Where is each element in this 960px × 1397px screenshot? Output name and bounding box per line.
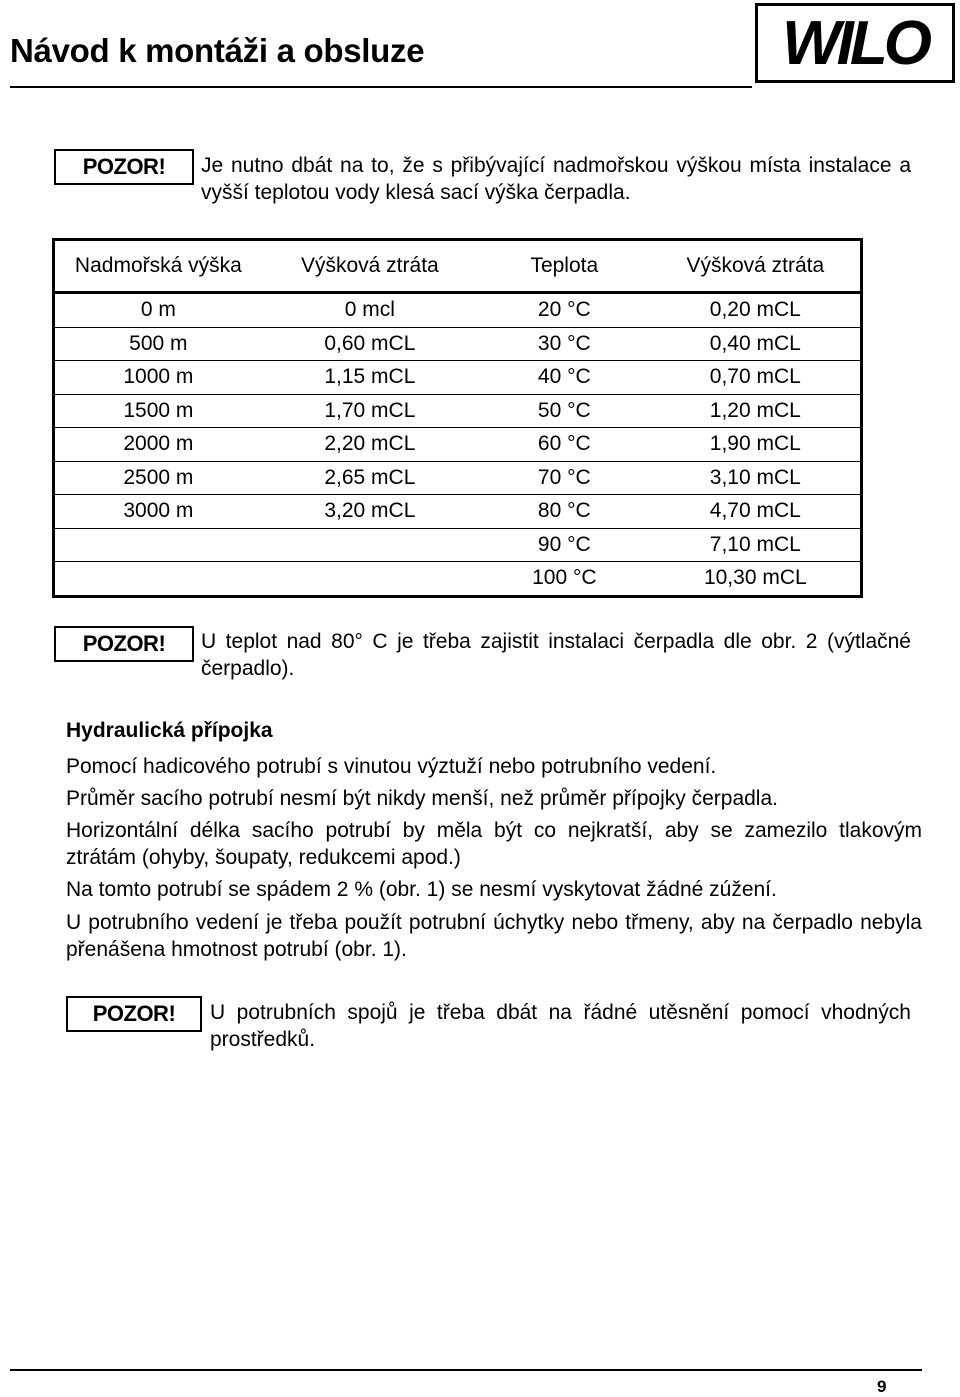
table-cell: 50 °C	[478, 394, 651, 428]
column-header: Výšková ztráta	[651, 240, 862, 293]
warning-label: POZOR!	[66, 996, 202, 1032]
table-row	[54, 293, 862, 328]
warning-label: POZOR!	[54, 149, 194, 185]
section-heading: Hydraulická přípojka	[66, 719, 273, 742]
table-cell: 2,20 mCL	[262, 428, 478, 462]
table-cell: 1500 m	[54, 394, 262, 428]
column-header: Nadmořská výška	[54, 240, 262, 293]
wilo-logo	[755, 3, 955, 83]
table-row	[54, 528, 862, 562]
table-cell: 70 °C	[478, 461, 651, 495]
table-cell: 2000 m	[54, 428, 262, 462]
table-cell: 80 °C	[478, 495, 651, 529]
table-cell	[262, 528, 478, 562]
table-cell	[262, 562, 478, 597]
paragraph: U potrubního vedení je třeba použít potrubní úchytky nebo třmeny, aby na čerpadlo nebyla přenášena hmotnost potrubí (obr. 1).	[66, 911, 922, 961]
table-cell: 1000 m	[54, 361, 262, 395]
table-cell: 1,70 mCL	[262, 394, 478, 428]
header-divider	[10, 86, 752, 88]
warning-text: U teplot nad 80° C je třeba zajistit instalaci čerpadla dle obr. 2 (výtlačné čerpadlo).	[201, 630, 911, 680]
logo-wordmark	[758, 6, 952, 80]
table-cell: 3,20 mCL	[262, 495, 478, 529]
table-cell: 10,30 mCL	[703, 566, 807, 590]
logo-text: WILO	[782, 9, 928, 78]
table-cell: 30 °C	[478, 327, 651, 361]
paragraph: Průměr sacího potrubí nesmí být nikdy menší, než průměr přípojky čerpadla.	[66, 787, 778, 810]
table-cell: 3,10 mCL	[651, 461, 862, 495]
table-cell	[54, 528, 262, 562]
table-cell: 60 °C	[478, 428, 651, 462]
warning-label: POZOR!	[54, 626, 194, 662]
table-cell: 7,10 mCL	[651, 528, 862, 562]
table-cell: 0,20 mCL	[651, 293, 862, 328]
page-title: Návod k montáži a obsluze	[10, 32, 425, 69]
table-cell: 90 °C	[478, 528, 651, 562]
table-cell: 4,70 mCL	[651, 495, 862, 529]
table-cell: 0,40 mCL	[651, 327, 862, 361]
paragraph: Pomocí hadicového potrubí s vinutou výztuží nebo potrubního vedení.	[66, 755, 717, 778]
table-cell: 20 °C	[478, 293, 651, 328]
table-row	[54, 394, 862, 428]
table-cell: 1,90 mCL	[651, 428, 862, 462]
table-row	[54, 461, 862, 495]
table-row	[54, 495, 862, 529]
table-cell: 1,20 mCL	[651, 394, 862, 428]
table-cell: 0 m	[54, 293, 262, 328]
table-cell: 2500 m	[54, 461, 262, 495]
warning-text: U potrubních spojů je třeba dbát na řádné utěsnění pomocí vhodných prostředků.	[210, 1001, 911, 1051]
table-cell: 3000 m	[54, 495, 262, 529]
table-row	[54, 428, 862, 462]
table-cell: 100 °C	[532, 566, 597, 590]
table-cell: 0,60 mCL	[262, 327, 478, 361]
table-row	[54, 361, 862, 395]
page-number: 9	[877, 1377, 887, 1396]
paragraph: Horizontální délka sacího potrubí by měla být co nejkratší, aby se zamezilo tlakovým ztrátám (ohyby, šoupaty, redukcemi apod.)	[66, 819, 922, 869]
table-cell: 40 °C	[478, 361, 651, 395]
footer-divider	[10, 1369, 922, 1371]
column-header: Teplota	[478, 240, 651, 293]
column-header: Výšková ztráta	[262, 240, 478, 293]
warning-text: Je nutno dbát na to, že s přibývající nadmořskou výškou místa instalace a vyšší teplotou vody klesá sací výška čerpadla.	[201, 154, 911, 204]
table-cell: 0,70 mCL	[651, 361, 862, 395]
table-row	[54, 562, 862, 597]
table-cell: 1,15 mCL	[262, 361, 478, 395]
table-header-row	[54, 240, 862, 293]
table-cell: 2,65 mCL	[262, 461, 478, 495]
table-cell	[54, 562, 262, 597]
altitude-temperature-table	[52, 238, 863, 598]
table-cell: 0 mcl	[262, 293, 478, 328]
table-cell: 500 m	[54, 327, 262, 361]
table-row	[54, 327, 862, 361]
paragraph: Na tomto potrubí se spádem 2 % (obr. 1) se nesmí vyskytovat žádné zúžení.	[66, 878, 777, 901]
